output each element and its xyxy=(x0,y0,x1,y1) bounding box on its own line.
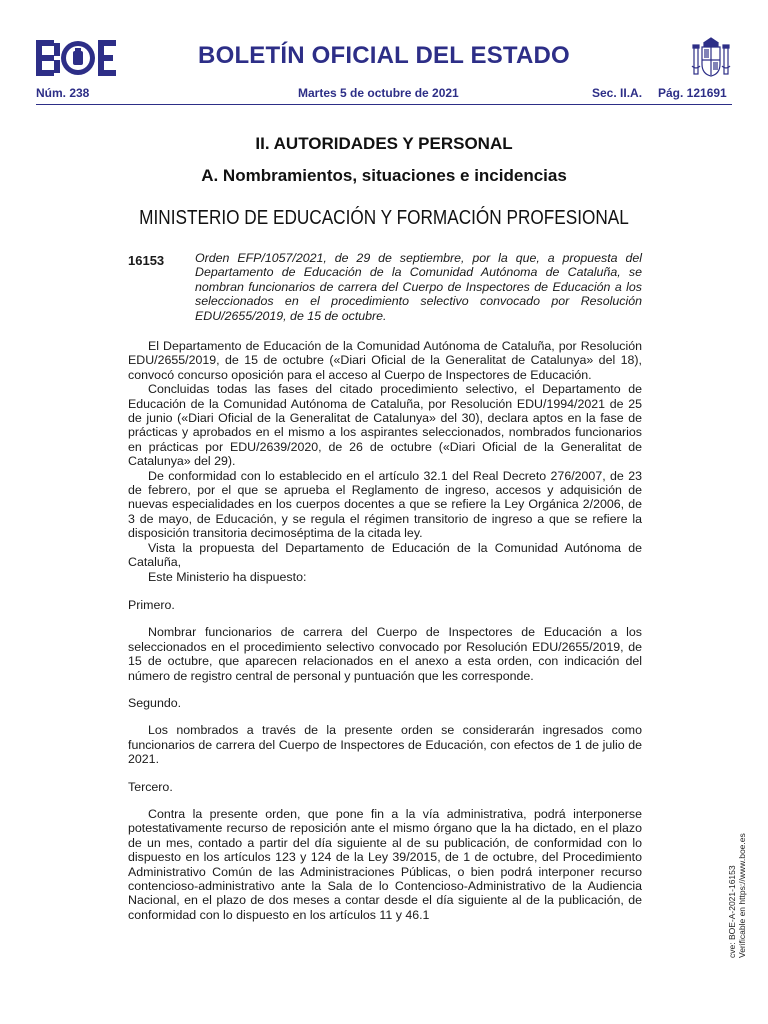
paragraph: Este Ministerio ha dispuesto: xyxy=(148,569,307,584)
verification-sidebar xyxy=(726,820,748,960)
article-heading: Primero. xyxy=(128,597,175,612)
entry-number: 16153 xyxy=(128,253,165,268)
section-code: Sec. II.A. xyxy=(592,86,643,100)
entry-summary: Orden EFP/1057/2021, de 29 de septiembre, por la que, a propuesta del Departamento de Educación de la Comunidad Autónoma de Cataluña, se nombran funcionarios de carrera del Cuerpo de Inspectores de Educación a los seleccionados en el procedimiento selectivo convocado por Resolución EDU/2655/2019, de 15 de octubre. xyxy=(195,251,642,323)
article-heading: Tercero. xyxy=(128,779,173,794)
article-heading: Segundo. xyxy=(128,695,182,710)
paragraph: Nombrar funcionarios de carrera del Cuerpo de Inspectores de Educación a los seleccionados en el procedimiento selectivo convocado por Resolución EDU/2655/2019, de 15 de octubre, que aparecen relacionados en el anexo a esta orden, con indicación del número de registro central de personal y puntuación que les corresponde. xyxy=(128,625,642,683)
header-divider xyxy=(36,104,732,105)
paragraph: Los nombrados a través de la presente orden se considerarán ingresados como funcionarios de carrera del Cuerpo de Inspectores de Educación, con efectos de 1 de julio de 2021. xyxy=(128,723,642,767)
paragraph: Concluidas todas las fases del citado procedimiento selectivo, el Departamento de Educación de la Comunidad Autónoma de Cataluña, por Resolución EDU/1994/2021 de 25 de junio («Diari Oficial de la Generalitat de Catalunya» del 30), declara aptos en la fase de prácticas y aprobados en el mismo a los aspirantes seleccionados, nombrados funcionarios en prácticas por EDU/2639/2020, de 26 de octubre («Diari Oficial de la Generalitat de Catalunya» del 29). xyxy=(128,382,642,469)
issue-date: Martes 5 de octubre de 2021 xyxy=(298,86,459,100)
issue-number: Núm. 238 xyxy=(36,86,90,100)
paragraph: Vista la propuesta del Departamento de Educación de la Comunidad Autónoma de Cataluña, xyxy=(128,540,642,570)
paragraph: El Departamento de Educación de la Comunidad Autónoma de Cataluña, por Resolución EDU/2655/2019, de 15 de octubre («Diari Oficial de la Generalitat de Catalunya» del 18), convocó concurso oposición para el acceso al Cuerpo de Inspectores de Educación. xyxy=(128,339,642,382)
section-heading: II. AUTORIDADES Y PERSONAL xyxy=(255,134,513,153)
document-body xyxy=(128,339,642,922)
cve-code: cve: BOE-A-2021-16153 xyxy=(727,865,737,958)
bulletin-title: BOLETÍN OFICIAL DEL ESTADO xyxy=(198,42,570,69)
paragraph: Contra la presente orden, que pone fin a la vía administrativa, podrá interponerse potestativamente recurso de reposición ante el mismo órgano que la ha dictado, en el plazo de un mes, contado a partir del día siguiente al de su publicación, de conformidad con lo dispuesto en los artículos 123 y 124 de la Ley 39/2015, de 1 de octubre, del Procedimiento Administrativo Común de las Administraciones Públicas, o bien podrá interponer recurso contencioso-administrativo ante la Sala de lo Contencioso-Administrativo de la Audiencia Nacional, en el plazo de dos meses a contar desde el día siguiente al de la publicación, de conformidad con lo dispuesto en los artículos 11 y 46.1 xyxy=(128,806,642,922)
page-number: Pág. 121691 xyxy=(658,86,727,100)
coat-of-arms-icon xyxy=(690,36,732,80)
subsection-heading: A. Nombramientos, situaciones e incidencias xyxy=(201,166,567,185)
verification-link[interactable]: Verificable en https://www.boe.es xyxy=(737,833,747,958)
ministry-heading: MINISTERIO DE EDUCACIÓN Y FORMACIÓN PROFESIONAL xyxy=(139,207,629,229)
paragraph: De conformidad con lo establecido en el artículo 32.1 del Real Decreto 276/2007, de 23 de febrero, por el que se aprueba el Reglamento de ingreso, accesos y adquisición de nuevas especialidades en los cuerpos docentes a que se refiere la Ley Orgánica 2/2006, de 3 de mayo, de Educación, y se regula el régimen transitorio de ingreso a que se refiere la disposición transitoria decimoséptima de la citada ley. xyxy=(128,468,642,541)
